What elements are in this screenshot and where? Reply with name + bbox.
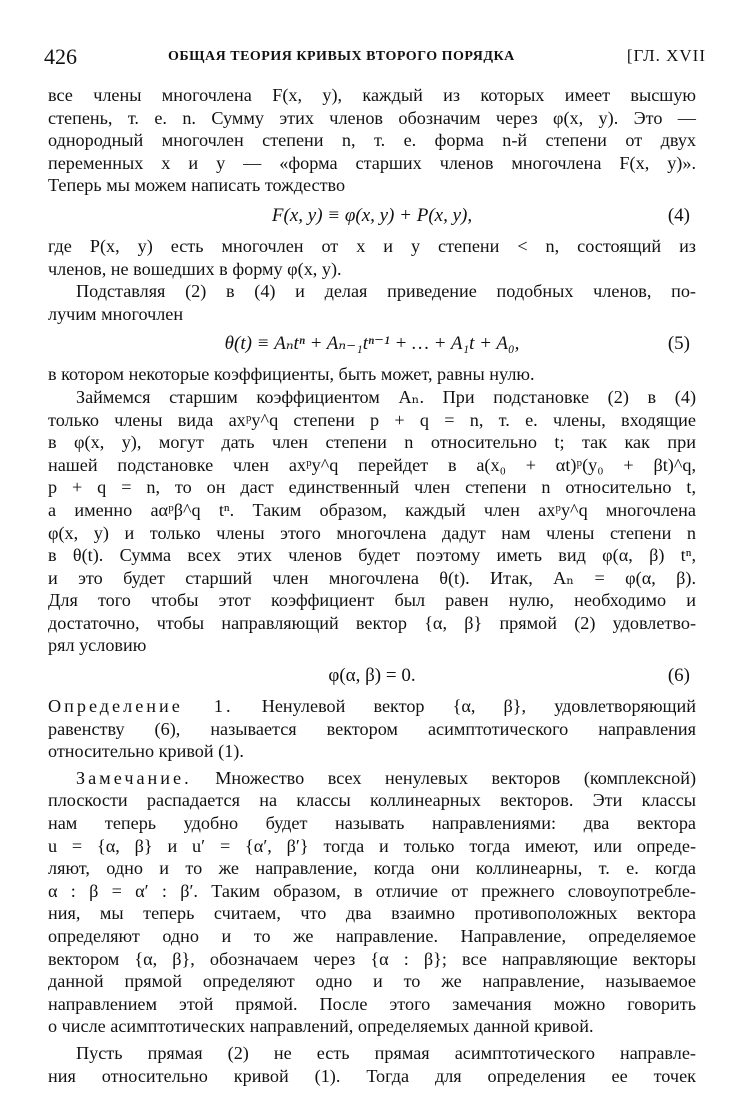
definition-text: Ненулевой вектор {α, β}, удовлетворяющий — [261, 696, 697, 717]
chapter-label: [ГЛ. XVII — [626, 46, 706, 65]
page-number: 426 — [44, 44, 77, 69]
text-line: относительно кривой (1). — [48, 741, 244, 762]
text-line: рял условию — [48, 635, 147, 656]
text-line: плоскости распадается на классы коллинеарных векторов. Эти классы — [48, 790, 696, 811]
text-line: α : β = α′ : β′. Таким образом, в отличие от прежнего словоупотребле- — [48, 880, 696, 901]
text-line: направлением этой прямой. После этого замечания можно говорить — [48, 993, 696, 1014]
paragraph-5 — [48, 386, 696, 657]
body-text — [48, 84, 696, 1087]
definition-1 — [48, 695, 696, 763]
paragraph-1 — [48, 84, 696, 197]
remark-text: Множество всех ненулевых векторов (комплексной) — [215, 767, 697, 788]
text-line: и это будет старший член многочлена θ(t). Итак, Aₙ = φ(α, β). — [48, 567, 696, 588]
paragraph-2 — [48, 235, 696, 280]
text-line — [48, 767, 696, 790]
text-line: нам теперь удобно будет называть направлениями: два вектора — [48, 813, 696, 834]
text-line: ния относительно кривой (1). Тогда для определения ее точек — [48, 1065, 696, 1086]
text-line — [48, 695, 696, 718]
equation-4 — [48, 199, 696, 233]
text-line: только члены вида axᵖy^q степени p + q = n, т. е. члены, входящие — [48, 409, 696, 430]
text-line: определяют одно и то же направление. Направление, определяемое — [48, 926, 696, 946]
text-line: о числе асимптотических направлений, определяемых данной кривой. — [48, 1016, 594, 1037]
text-line: ляют, одно и то же направление, когда они коллинеарны, т. е. когда — [48, 858, 696, 879]
text-line: в φ(x, y), могут дать член степени n относительно t; так как при — [48, 432, 696, 453]
text-line: в θ(t). Сумма всех этих членов будет поэтому иметь вид φ(α, β) tⁿ, — [48, 545, 696, 566]
running-title: ОБЩАЯ ТЕОРИЯ КРИВЫХ ВТОРОГО ПОРЯДКА — [168, 49, 515, 64]
equation-expression: φ(α, β) = 0. — [328, 665, 416, 687]
remark — [48, 767, 696, 1038]
text-line: φ(x, y) и только члены этого многочлена дадут нам члены степени n — [48, 522, 696, 543]
text-line: данной прямой определяют одно и то же направление, называемое — [48, 971, 696, 992]
equation-number: (5) — [667, 333, 690, 355]
text-line: u = {α, β} и u′ = {α′, β′} тогда и только тогда имеют, или опреде- — [48, 835, 696, 856]
text-line: членов, не вошедших в форму φ(x, y). — [48, 258, 342, 279]
text-line: однородный многочлен степени n, т. е. форма n-й степени от двух — [48, 130, 696, 151]
equation-5 — [48, 327, 696, 361]
text-line: где P(x, y) есть многочлен от x и y степени < n, состоящий из — [48, 235, 696, 256]
text-line: Подставляя (2) в (4) и делая приведение подобных членов, по- — [76, 281, 696, 302]
text-line: равенству (6), называется вектором асимптотического направления — [48, 718, 696, 739]
equation-number: (6) — [667, 665, 690, 687]
text-line: степень, т. е. n. Сумму этих членов обозначим через φ(x, y). Это — — [48, 107, 696, 128]
page-header — [44, 44, 706, 74]
paragraph-6 — [48, 1042, 696, 1087]
text-line: все члены многочлена F(x, y), каждый из которых имеет высшую — [48, 85, 696, 105]
remark-label: Замечание. — [76, 767, 192, 788]
equation-number: (4) — [667, 204, 690, 226]
text-line: в котором некоторые коэффициенты, быть может, равны нулю. — [48, 364, 535, 385]
text-line: ния, мы теперь считаем, что два взаимно противоположных вектора — [48, 903, 696, 924]
text-line: а именно aαᵖβ^q tⁿ. Таким образом, каждый член axᵖy^q многочлена — [48, 499, 696, 520]
paragraph-3 — [48, 280, 696, 325]
text-line: переменных x и y — «форма старших членов многочлена F(x, y)». — [48, 152, 696, 173]
text-line: достаточно, чтобы направляющий вектор {α, β} прямой (2) удовлетво- — [48, 612, 696, 633]
text-line: Займемся старшим коэффициентом Aₙ. При подстановке (2) в (4) — [76, 386, 696, 407]
text-line: Теперь мы можем написать тождество — [48, 175, 346, 196]
text-line: p + q = n, то он даст единственный член степени n относительно t, — [48, 477, 696, 498]
equation-6 — [48, 659, 696, 693]
text-line: Для того чтобы этот коэффициент был равен нулю, необходимо и — [48, 590, 696, 611]
text-line: Пусть прямая (2) не есть прямая асимптотического направле- — [76, 1042, 696, 1063]
equation-expression: F(x, y) ≡ φ(x, y) + P(x, y), — [271, 204, 473, 226]
equation-expression: θ(t) ≡ Aₙtⁿ + Aₙ₋₁tⁿ⁻¹ + … + A₁t + A₀, — [224, 333, 520, 355]
definition-label: Определение 1. — [48, 696, 234, 717]
paragraph-4 — [48, 363, 696, 386]
text-line: вектором {α, β}, обозначаем через {α : β}; все направляющие векторы — [48, 948, 696, 969]
text-line: нашей подстановке член axᵖy^q перейдет в a(x₀ + αt)ᵖ(y₀ + βt)^q, — [48, 454, 696, 475]
text-line: лучим многочлен — [48, 303, 184, 324]
